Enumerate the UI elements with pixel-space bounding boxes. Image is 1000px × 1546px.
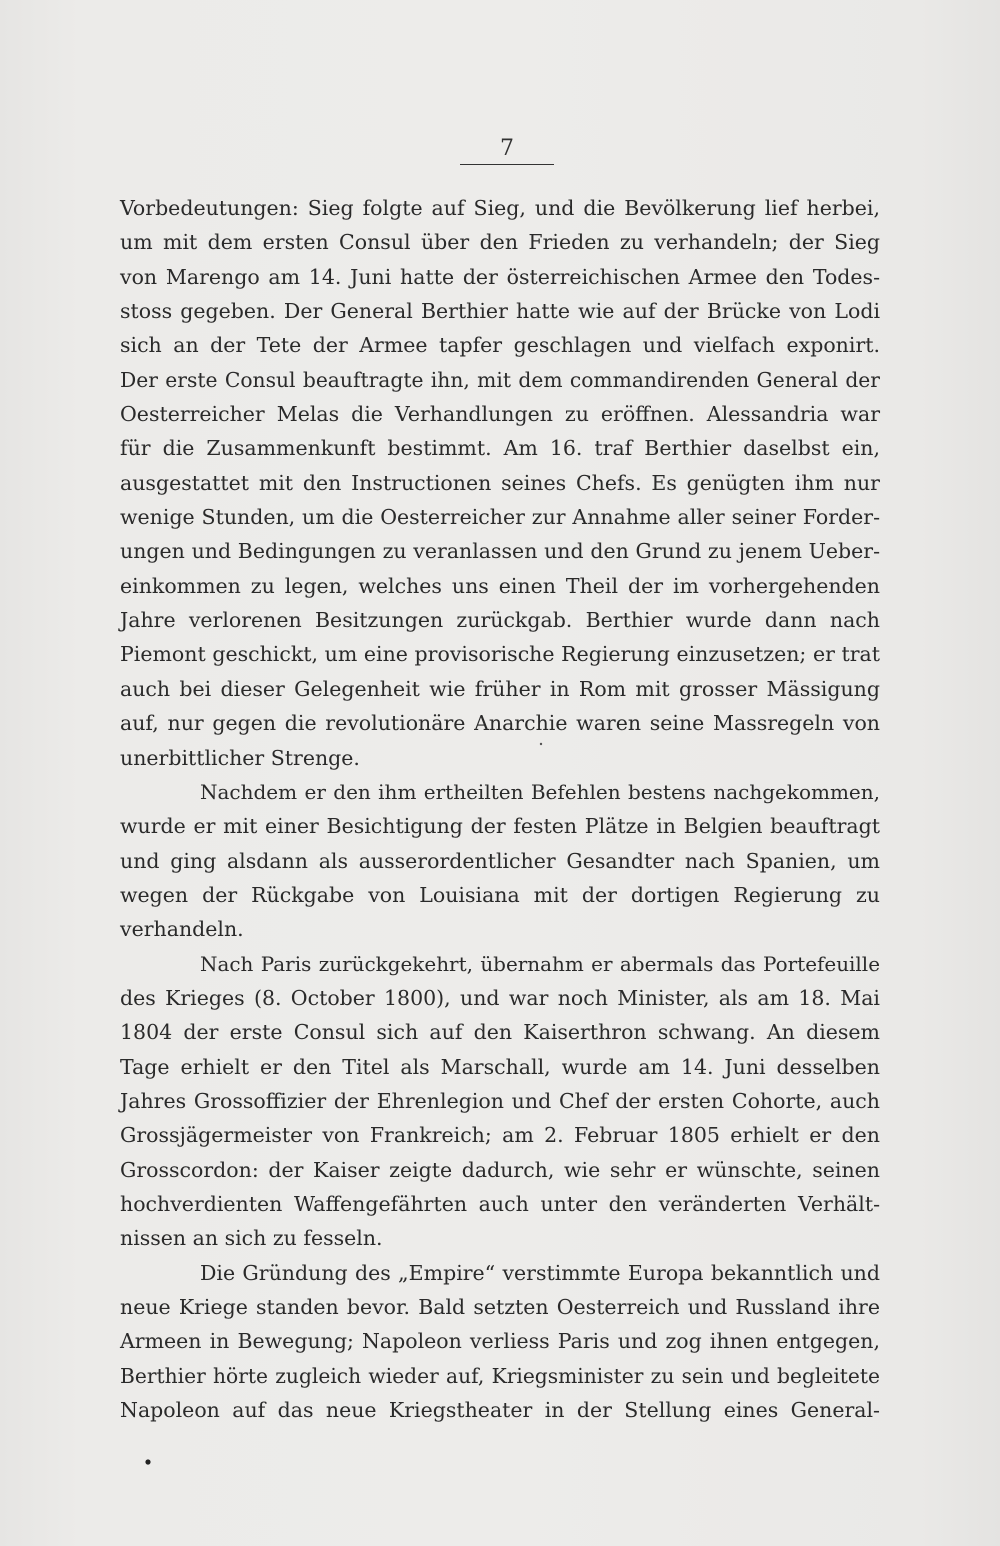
text-line: Vorbedeutungen: Sieg folgte auf Sieg, und die Bevölkerung lief herbei, (120, 196, 880, 220)
text-line: verhandeln. (120, 917, 244, 942)
text-line: ausgestattet mit den Instructionen seines Chefs. Es genügten ihm nur (120, 470, 880, 495)
text-line: neue Kriege standen bevor. Bald setzten Oesterreich und Russland ihre (120, 1295, 880, 1319)
text-line: Armeen in Bewegung; Napoleon verliess Paris und zog ihnen entgegen, (120, 1329, 880, 1354)
text-line: von Marengo am 14. Juni hatte der österreichischen Armee den Todes- (120, 264, 880, 289)
text-line: Der erste Consul beauftragte ihn, mit dem commandirenden General der (120, 367, 880, 392)
paragraph-first-line: Die Gründung des „Empire“ verstimmte Europa bekanntlich und (200, 1260, 880, 1285)
text-line: Jahres Grossoffizier der Ehrenlegion und Chef der ersten Cohorte, auch (120, 1088, 880, 1113)
text-line: auf, nur gegen die revolutionäre Anarchie waren seine Massregeln von (120, 711, 880, 736)
text-line: des Krieges (8. October 1800), und war noch Minister, als am 18. Mai (120, 985, 880, 1010)
text-line: Berthier hörte zugleich wieder auf, Kriegsminister zu sein und begleitete (120, 1363, 880, 1388)
text-line: 1804 der erste Consul sich auf den Kaiserthron schwang. An diesem (120, 1020, 880, 1045)
text-line: unerbittlicher Strenge. (120, 745, 360, 770)
text-line: wegen der Rückgabe von Louisiana mit der dortigen Regierung zu (120, 882, 880, 907)
page-number: 7 (500, 136, 514, 161)
ink-speck (540, 743, 542, 745)
text-line: stoss gegeben. Der General Berthier hatte wie auf der Brücke von Lodi (120, 299, 880, 324)
text-line: Napoleon auf das neue Kriegstheater in der Stellung eines General- (120, 1398, 880, 1423)
text-line: Oesterreicher Melas die Verhandlungen zu eröffnen. Alessandria war (120, 402, 880, 427)
text-line: um mit dem ersten Consul über den Frieden zu verhandeln; der Sieg (120, 230, 880, 255)
text-line: für die Zusammenkunft bestimmt. Am 16. traf Berthier daselbst ein, (120, 436, 880, 461)
text-line: Jahre verlorenen Besitzungen zurückgab. Berthier wurde dann nach (120, 608, 880, 633)
text-line: wenige Stunden, um die Oesterreicher zur Annahme aller seiner Forder- (120, 505, 880, 530)
text-line: nissen an sich zu fesseln. (120, 1226, 383, 1251)
text-line: Piemont geschickt, um eine provisorische Regierung einzusetzen; er trat (120, 642, 880, 667)
text-line: Grosscordon: der Kaiser zeigte dadurch, wie sehr er wünschte, seinen (120, 1157, 880, 1182)
text-line: auch bei dieser Gelegenheit wie früher in Rom mit grosser Mässigung (120, 676, 880, 701)
text-line: ungen und Bedingungen zu veranlassen und den Grund zu jenem Ueber- (120, 539, 880, 564)
text-line: Grossjägermeister von Frankreich; am 2. Februar 1805 erhielt er den (120, 1123, 880, 1148)
text-line: wurde er mit einer Besichtigung der festen Plätze in Belgien beauftragt (120, 814, 880, 839)
text-line: hochverdienten Waffengefährten auch unter den veränderten Verhält- (120, 1191, 880, 1216)
text-line: Tage erhielt er den Titel als Marschall, wurde am 14. Juni desselben (120, 1054, 880, 1079)
text-line: und ging alsdann als ausserordentlicher Gesandter nach Spanien, um (120, 848, 880, 873)
text-line: sich an der Tete der Armee tapfer geschlagen und vielfach exponirt. (120, 333, 880, 358)
text-line: einkommen zu legen, welches uns einen Theil der im vorhergehenden (120, 573, 880, 598)
paragraph-first-line: Nachdem er den ihm ertheilten Befehlen bestens nachgekommen, (200, 779, 880, 804)
paragraph-first-line: Nach Paris zurückgekehrt, übernahm er abermals das Portefeuille (200, 951, 880, 976)
ink-speck (145, 1459, 150, 1464)
